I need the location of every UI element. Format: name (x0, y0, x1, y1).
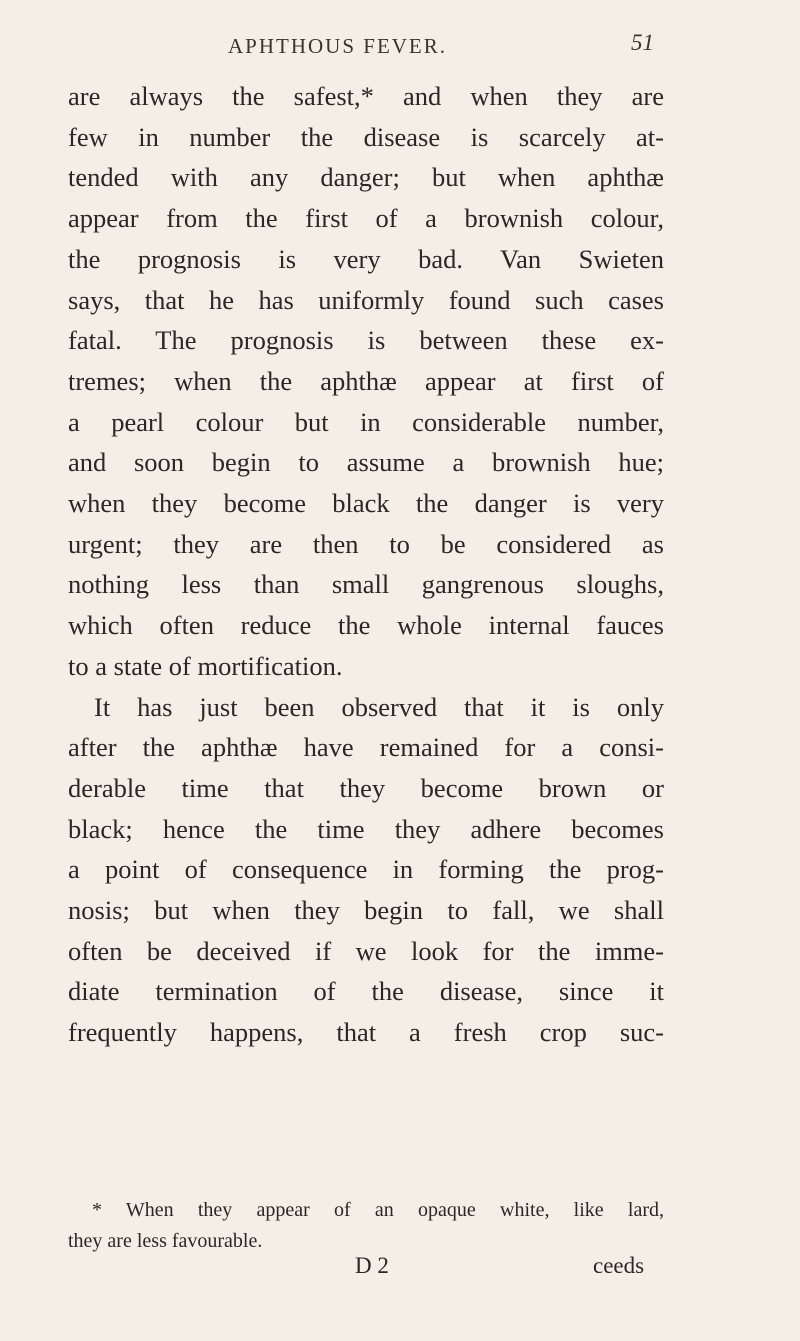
text-line: which often reduce the whole internal fauces (68, 610, 664, 641)
catchword: ceeds (593, 1253, 645, 1278)
text-line: appear from the first of a brownish colour, (68, 203, 664, 234)
page-number: 51 (631, 30, 654, 55)
text-line: derable time that they become brown or (68, 772, 664, 803)
text-line: and soon begin to assume a brownish hue; (68, 447, 664, 478)
text-line: diate termination of the disease, since it (68, 976, 664, 1007)
text-line: the prognosis is very bad. Van Swieten (68, 243, 664, 274)
text-line: few in number the disease is scarcely at- (68, 121, 664, 152)
text-line: a point of consequence in forming the prog- (68, 854, 664, 885)
text-line: after the aphthæ have remained for a consi- (68, 732, 664, 763)
text-line: It has just been observed that it is only (94, 691, 664, 722)
footnote-line: * When they appear of an opaque white, like lard, (92, 1199, 664, 1221)
text-line: nosis; but when they begin to fall, we shall (68, 895, 664, 926)
text-line: tremes; when the aphthæ appear at first of (68, 365, 664, 396)
text-line: black; hence the time they adhere becomes (68, 813, 664, 844)
signature-mark: D 2 (355, 1253, 389, 1278)
text-line: are always the safest,* and when they are (68, 81, 664, 111)
body-text (68, 76, 664, 1053)
footnote (68, 1195, 664, 1257)
text-line: frequently happens, that a fresh crop suc- (68, 1017, 664, 1048)
text-line: urgent; they are then to be considered as (68, 528, 664, 559)
text-line: when they become black the danger is very (68, 488, 664, 519)
text-line: says, that he has uniformly found such cases (68, 284, 664, 315)
footnote-line: they are less favourable. (68, 1230, 263, 1252)
text-line: often be deceived if we look for the imme- (68, 935, 664, 966)
running-title: APHTHOUS FEVER. (228, 34, 448, 58)
text-line: fatal. The prognosis is between these ex- (68, 325, 664, 356)
text-line: a pearl colour but in considerable number, (68, 406, 664, 437)
text-line: nothing less than small gangrenous sloughs, (68, 569, 664, 600)
text-line: tended with any danger; but when aphthæ (68, 162, 664, 193)
text-line: to a state of mortification. (68, 650, 343, 681)
